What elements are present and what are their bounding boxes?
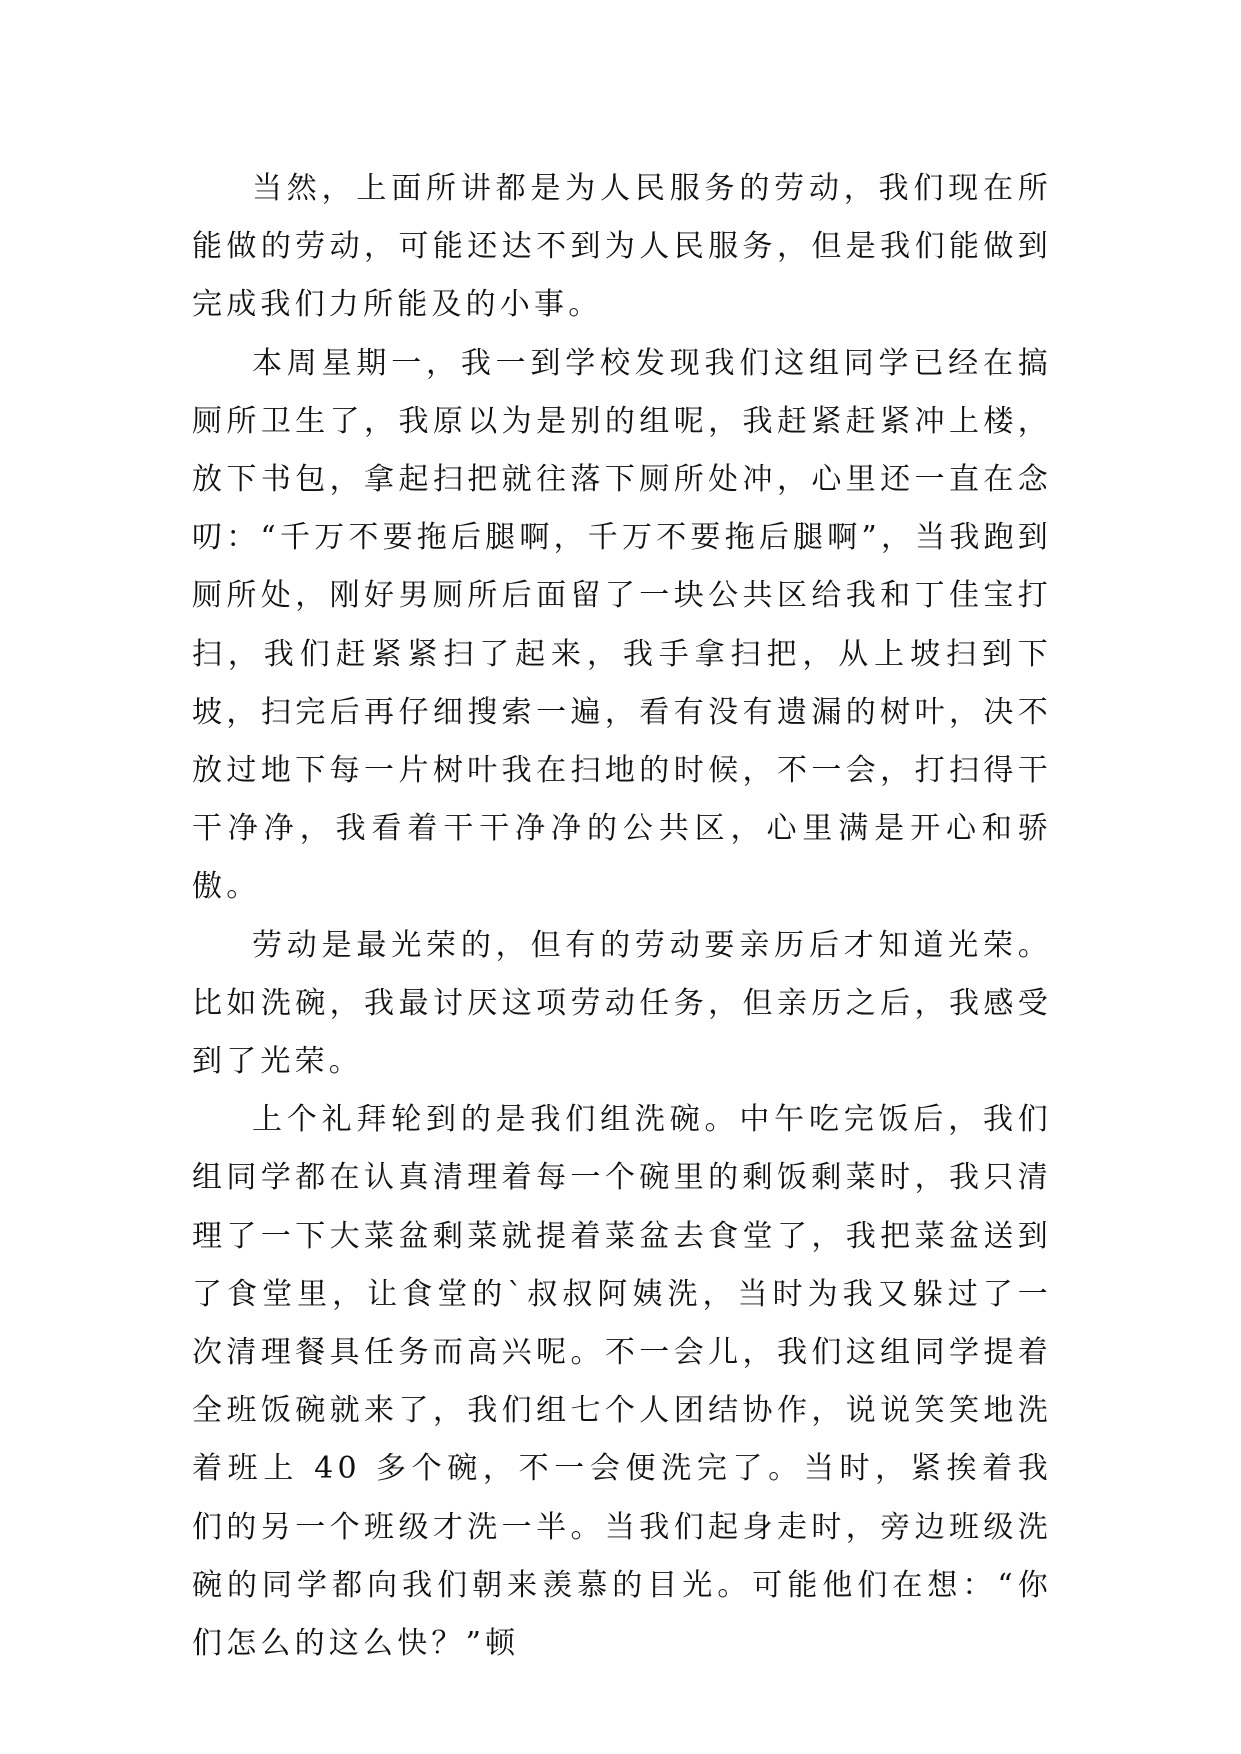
paragraph: 本周星期一，我一到学校发现我们这组同学已经在搞厕所卫生了，我原以为是别的组呢，我赶紧赶紧冲上楼，放下书包，拿起扫把就往落下厕所处冲，心里还一直在念叨：“千万不要拖后腿啊，千万不要拖后腿啊”，当我跑到厕所处，刚好男厕所后面留了一块公共区给我和丁佳宝打扫，我们赶紧紧扫了起来，我手拿扫把，从上坡扫到下坡，扫完后再仔细搜索一遍，看有没有遗漏的树叶，决不放过地下每一片树叶我在扫地的时候，不一会，打扫得干干净净，我看着干干净净的公共区，心里满是开心和骄傲。 (192, 345, 1052, 905)
paragraph: 劳动是最光荣的，但有的劳动要亲历后才知道光荣。比如洗碗，我最讨厌这项劳动任务，但亲历之后，我感受到了光荣。 (192, 927, 1052, 1080)
paragraph: 当然，上面所讲都是为人民服务的劳动，我们现在所能做的劳动，可能还达不到为人民服务，但是我们能做到完成我们力所能及的小事。 (192, 171, 1052, 323)
paragraph: 上个礼拜轮到的是我们组洗碗。中午吃完饭后，我们组同学都在认真清理着每一个碗里的剩饭剩菜时，我只清理了一下大菜盆剩菜就提着菜盆去食堂了，我把菜盆送到了食堂里，让食堂的`叔叔阿姨洗，当时为我又躲过了一次清理餐具任务而高兴呢。不一会儿，我们这组同学提着全班饭碗就来了，我们组七个人团结协作，说说笑笑地洗着班上 40 多个碗，不一会便洗完了。当时，紧挨着我们的另一个班级才洗一半。当我们起身走时，旁边班级洗碗的同学都向我们朝来羡慕的目光。可能他们在想：“你们怎么的这么快？”顿 (192, 1102, 1052, 1662)
document-body (192, 160, 1052, 1673)
